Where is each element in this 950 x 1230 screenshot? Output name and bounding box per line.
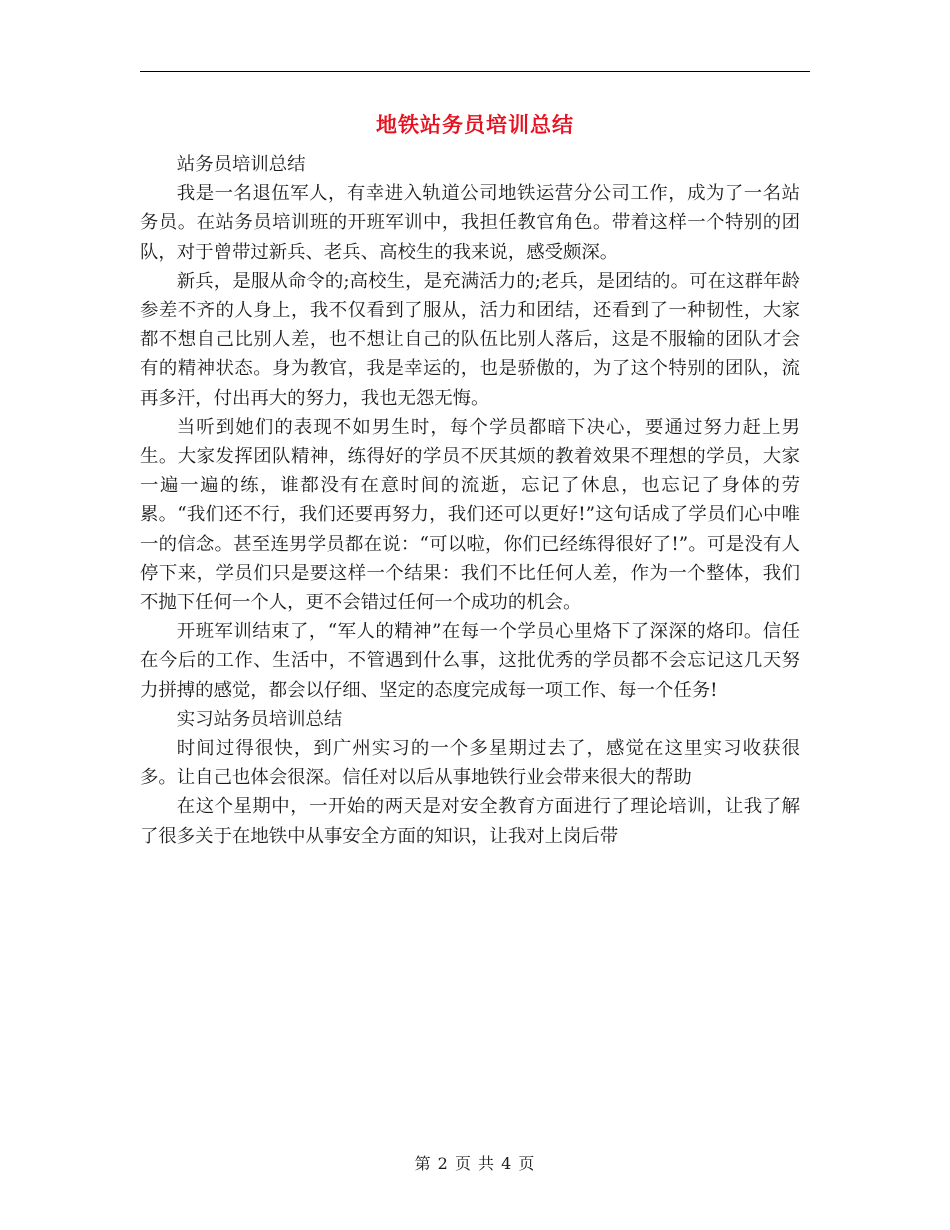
paragraph-training-conclusion: 开班军训结束了，“军人的精神”在每一个学员心里烙下了深深的烙印。信任在今后的工作、生活中，不管遇到什么事，这批优秀的学员都不会忘记这几天努力拼搏的感觉，都会以仔细、坚定的态度完成每一项工作、每一个任务! — [140, 621, 800, 701]
paragraph-safety-training: 在这个星期中，一开始的两天是对安全教育方面进行了理论培训，让我了解了很多关于在地铁中从事安全方面的知识，让我对上岗后带 — [140, 796, 800, 847]
document-title: 地铁站务员培训总结 — [376, 112, 574, 137]
paragraph-internship: 时间过得很快，到广州实习的一个多星期过去了，感觉在这里实习收获很多。让自己也体会很深。信任对以后从事地铁行业会带来很大的帮助 — [140, 738, 800, 789]
paragraph-intro: 我是一名退伍军人，有幸进入轨道公司地铁运营分公司工作，成为了一名站务员。在站务员培训班的开班军训中，我担任教官角色。带着这样一个特别的团队，对于曾带过新兵、老兵、高校生的我来说，感受颇深。 — [140, 183, 800, 263]
paragraph-training-effort: 当听到她们的表现不如男生时，每个学员都暗下决心，要通过努力赶上男生。大家发挥团队精神，练得好的学员不厌其烦的教着效果不理想的学员，大家一遍一遍的练，谁都没有在意时间的流逝，忘记了休息，也忘记了身体的劳累。“我们还不行，我们还要再努力，我们还可以更好!”这句话成了学员们心中唯一的信念。甚至连男学员都在说：“可以啦，你们已经练得很好了!”。可是没有人停下来，学员们只是要这样一个结果：我们不比任何人差，作为一个整体，我们不抛下任何一个人，更不会错过任何一个成功的机会。 — [140, 416, 800, 614]
section-heading-intern: 实习站务员培训总结 — [176, 708, 343, 730]
document-body — [140, 150, 800, 851]
paragraph-team-spirit: 新兵，是服从命令的;高校生，是充满活力的;老兵，是团结的。可在这群年龄参差不齐的人身上，我不仅看到了服从，活力和团结，还看到了一种韧性，大家都不想自己比别人差，也不想让自己的队伍比别人落后，这是不服输的团队才会有的精神状态。身为教官，我是幸运的，也是骄傲的，为了这个特别的团队，流再多汗，付出再大的努力，我也无怨无悔。 — [140, 270, 800, 409]
page-number-footer: 第 2 页 共 4 页 — [414, 1154, 536, 1173]
header-rule — [140, 71, 810, 72]
section-heading-station-attendant: 站务员培训总结 — [176, 154, 306, 175]
